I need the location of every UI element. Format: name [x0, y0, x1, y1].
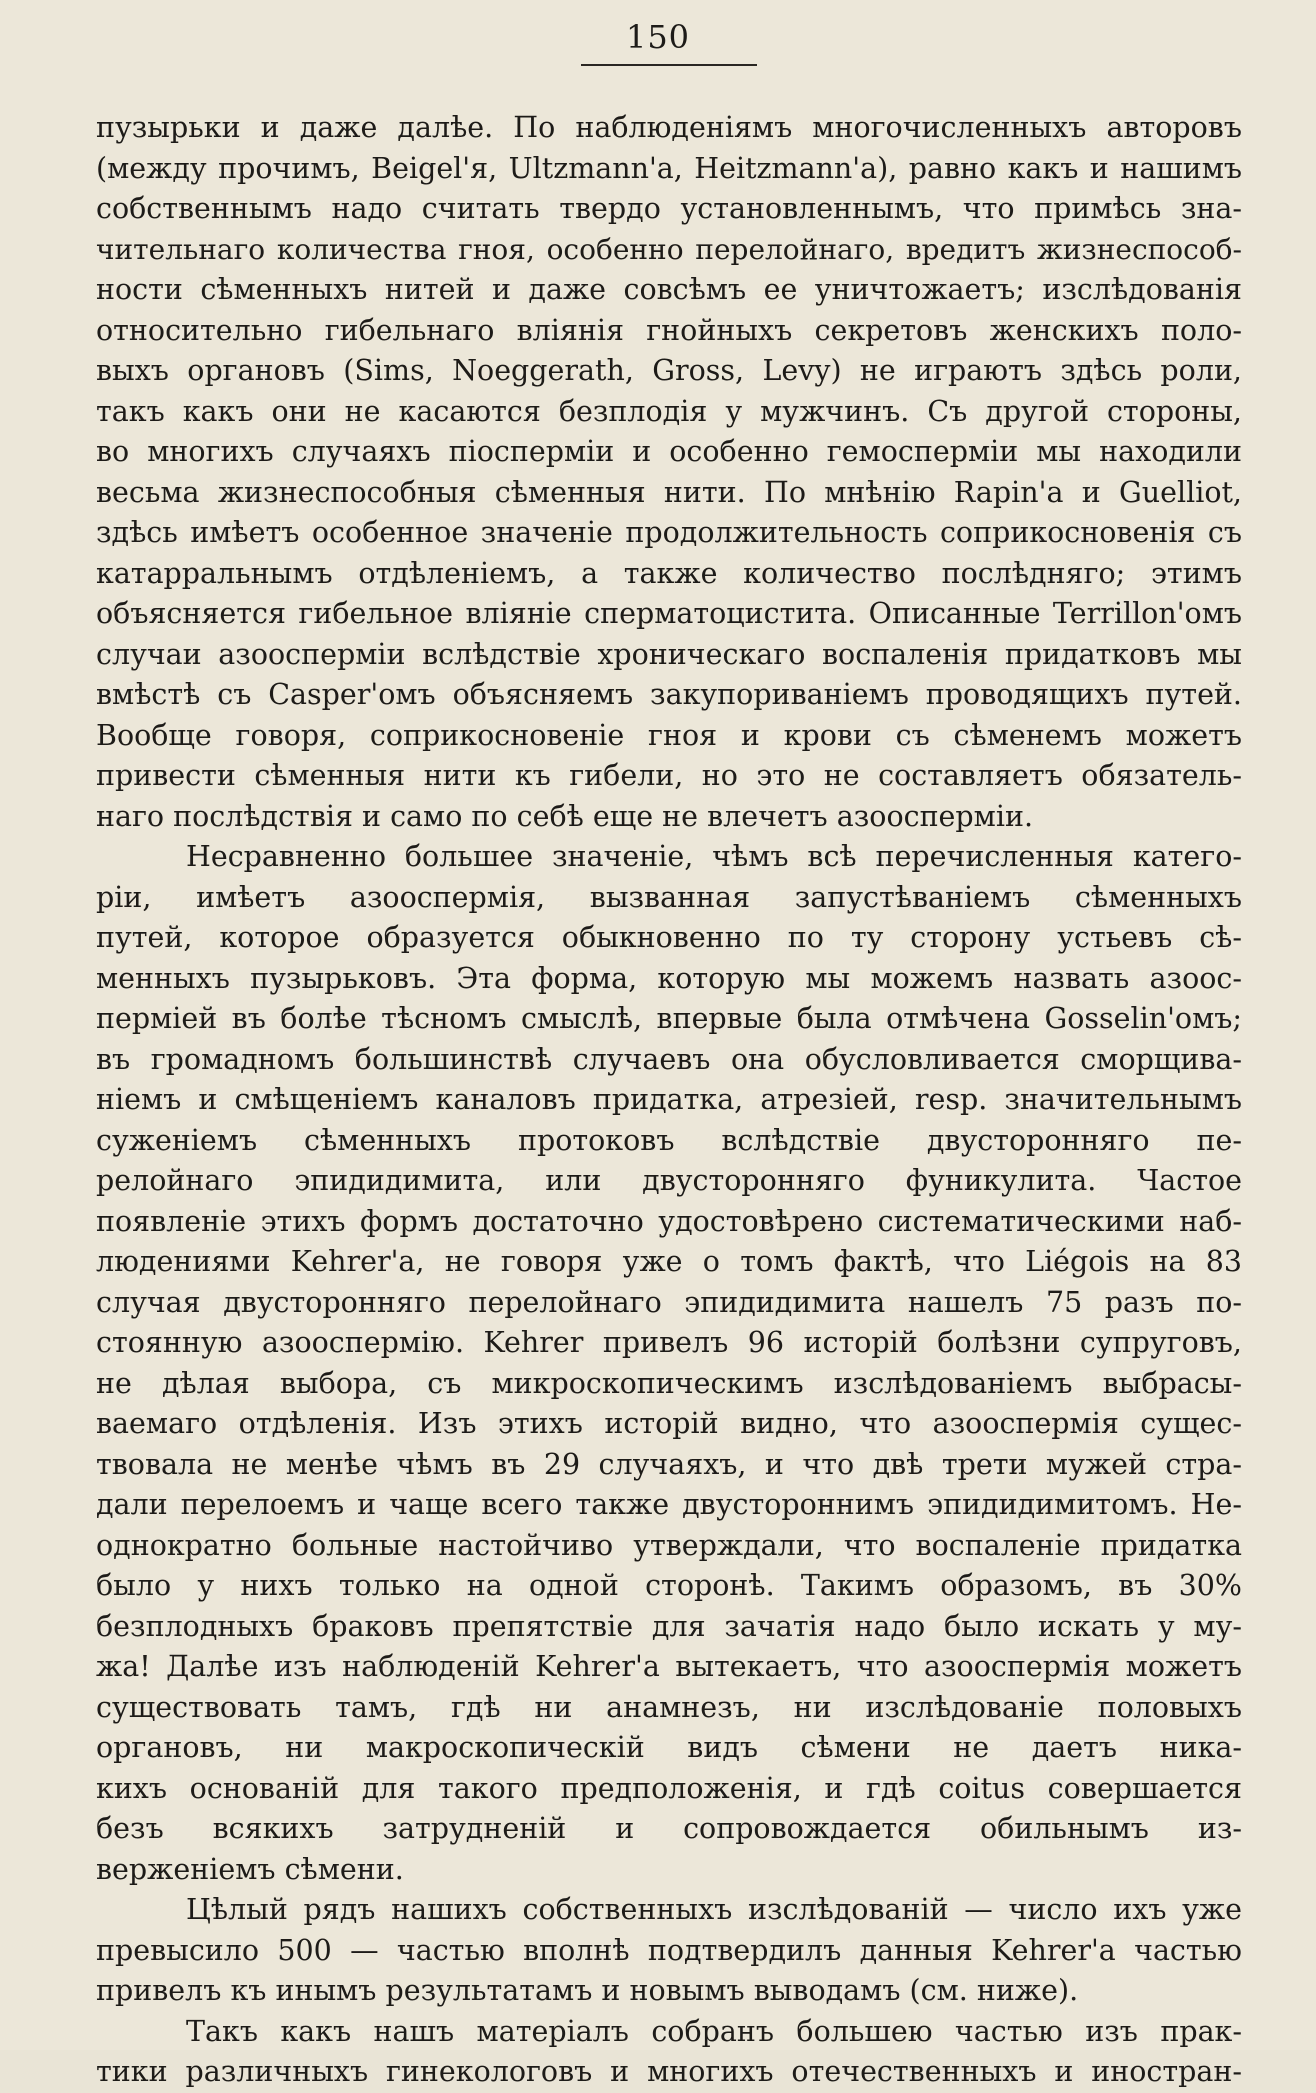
text-line: Такъ какъ нашъ матеріалъ собранъ большею частью изъ прак-	[186, 2014, 1242, 2048]
text-line: дали перелоемъ и чаще всего также двустороннимъ эпидидимитомъ. Не-	[96, 1488, 1242, 1521]
text-line: привелъ къ инымъ результатамъ и новымъ выводамъ (см. ниже).	[96, 1974, 1079, 2007]
text-line: менныхъ пузырьковъ. Эта форма, которую мы можемъ назвать азоос-	[96, 961, 1242, 995]
text-line: собственнымъ надо считать твердо установленнымъ, что примѣсь зна-	[96, 192, 1242, 225]
text-line: ваемаго отдѣленія. Изъ этихъ исторій видно, что азооспермія сущес-	[96, 1407, 1242, 1440]
header-rule	[581, 64, 757, 66]
text-line: превысило 500 — частью вполнѣ подтвердилъ данныя Kehrer'а частью	[96, 1933, 1242, 1967]
text-line: вмѣстѣ съ Casper'омъ объясняемъ закупориваніемъ проводящихъ путей.	[96, 678, 1242, 711]
text-line: чительнаго количества гноя, особенно перелойнаго, вредитъ жизнеспособ-	[96, 232, 1242, 266]
text-line: ріи, имѣетъ азооспермія, вызванная запустѣваніемъ сѣменныхъ	[96, 880, 1242, 914]
text-line: твовала не менѣе чѣмъ въ 29 случаяхъ, и что двѣ трети мужей стра-	[96, 1447, 1242, 1481]
text-line: пузырьки и даже далѣе. По наблюденіямъ многочисленныхъ авторовъ	[96, 111, 1242, 144]
text-line: тики различныхъ гинекологовъ и многихъ отечественныхъ и иностран-	[96, 2055, 1242, 2088]
page-number: 150	[625, 18, 691, 56]
text-line: было у нихъ только на одной сторонѣ. Такимъ образомъ, въ 30%	[96, 1569, 1242, 1602]
text-line: выхъ органовъ (Sims, Noeggerath, Gross, Levy) не играютъ здѣсь роли,	[96, 354, 1242, 387]
text-line: релойнаго эпидидимита, или двусторонняго фуникулита. Частое	[96, 1164, 1242, 1197]
text-line: объясняется гибельное вліяніе сперматоцистита. Описанные Terrillon'омъ	[96, 597, 1242, 630]
text-line: кихъ основаній для такого предположенія, и гдѣ coitus совершается	[96, 1771, 1242, 1805]
text-line: относительно гибельнаго вліянія гнойныхъ секретовъ женскихъ поло-	[96, 313, 1242, 347]
text-line: ности сѣменныхъ нитей и даже совсѣмъ ее уничтожаетъ; изслѣдованія	[96, 273, 1242, 306]
text-line: (между прочимъ, Beigel'я, Ultzmann'а, Heitzmann'а), равно какъ и нашимъ	[96, 151, 1242, 185]
text-line: людениями Kehrer'а, не говоря уже о томъ фактѣ, что Liégois на 83	[96, 1245, 1242, 1278]
text-line: такъ какъ они не касаются безплодія у мужчинъ. Съ другой стороны,	[96, 394, 1242, 428]
text-line: верженіемъ сѣмени.	[96, 1852, 404, 1886]
text-line: органовъ, ни макроскопическій видъ сѣмени не даетъ никa-	[96, 1731, 1242, 1764]
text-line: весьма жизнеспособныя сѣменныя нити. По мнѣнію Rapin'а и Guelliot,	[96, 475, 1242, 509]
text-line: наго послѣдствія и само по себѣ еще не влечетъ азооспермiи.	[96, 799, 1034, 833]
body-text	[96, 108, 1242, 2093]
text-line: случая двусторонняго перелойнаго эпидидимита нашелъ 75 разъ по-	[96, 1285, 1242, 1319]
text-line: путей, которое образуется обыкновенно по ту сторону устьевъ сѣ-	[96, 921, 1242, 954]
text-line: привести сѣменныя нити къ гибели, но это не составляетъ обязатель-	[96, 759, 1242, 792]
text-line: случаи азооспермiи вслѣдствіе хроническаго воспаленія придатковъ мы	[96, 637, 1242, 671]
text-line: Цѣлый рядъ нашихъ собственныхъ изслѣдованій — число ихъ уже	[186, 1893, 1242, 1926]
text-line: безъ всякихъ затрудненій и сопровождается обильнымъ из-	[96, 1812, 1242, 1845]
text-line: въ громадномъ большинствѣ случаевъ она обусловливается сморщива-	[96, 1042, 1242, 1076]
text-line: безплодныхъ браковъ препятствіе для зачатія надо было искать у му-	[96, 1609, 1242, 1643]
text-line: суженіемъ сѣменныхъ протоковъ вслѣдствіе двусторонняго пе-	[96, 1123, 1242, 1157]
text-line: Вообще говоря, соприкосновеніе гноя и крови съ сѣменемъ можетъ	[96, 718, 1242, 752]
text-line: стоянную азооспермію. Kehrer привелъ 96 исторій болѣзни супруговъ,	[96, 1326, 1242, 1359]
text-line: во многихъ случаяхъ піоспермiи и особенно гемоспермiи мы находили	[96, 435, 1242, 468]
text-line: катарральнымъ отдѣленіемъ, а также количество послѣдняго; этимъ	[96, 556, 1242, 590]
text-line: Несравненно большее значеніе, чѣмъ всѣ перечисленныя катего-	[186, 840, 1242, 873]
text-line: ніемъ и смѣщеніемъ каналовъ придатка, атрезіей, resp. значительнымъ	[96, 1083, 1242, 1116]
text-line: появленіе этихъ формъ достаточно удостовѣрено систематическими наб-	[96, 1204, 1242, 1238]
text-line: жа! Далѣе изъ наблюденій Kehrer'а вытекаетъ, что азооспермія можетъ	[96, 1650, 1242, 1683]
text-line: не дѣлая выбора, съ микроскопическимъ изслѣдованіемъ выбрасы-	[96, 1366, 1242, 1400]
text-line: здѣсь имѣетъ особенное значеніе продолжительность соприкосновенія съ	[96, 516, 1242, 549]
text-line: перміей въ болѣе тѣсномъ смыслѣ, впервые была отмѣчена Gosselin'омъ;	[96, 1002, 1242, 1035]
text-line: существовать тамъ, гдѣ ни анамнезъ, ни изслѣдованіе половыхъ	[96, 1690, 1242, 1724]
text-line: однократно больные настойчиво утверждали, что воспаленіе придатка	[96, 1528, 1242, 1562]
